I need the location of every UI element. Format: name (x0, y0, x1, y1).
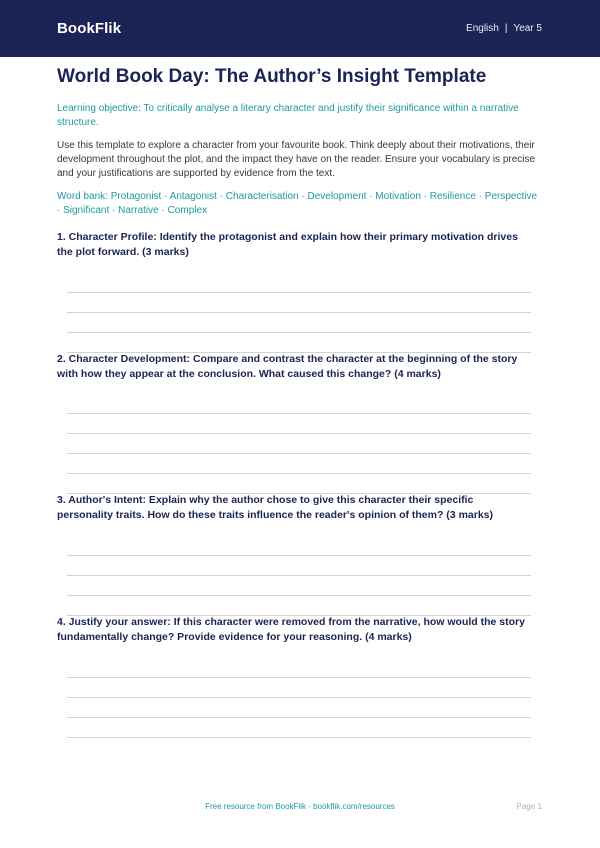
learning-objective: Learning objective: To critically analyse a literary character and justify their significance within a narrative structure. (57, 103, 519, 128)
question-1: 1. Character Profile: Identify the protagonist and explain how their primary motivation drives the plot forward. (3 marks) (57, 231, 518, 258)
question-4: 4. Justify your answer: If this character were removed from the narrative, how would the story fundamentally change? Provide evidence for your reasoning. (4 marks) (57, 616, 525, 643)
answer-line[interactable] (67, 453, 531, 454)
header-bar (0, 0, 600, 57)
answer-line[interactable] (67, 575, 531, 576)
question-3: 3. Author's Intent: Explain why the author chose to give this character their specific personality traits. How do these traits influence the reader's opinion of them? (3 marks) (57, 494, 494, 521)
page-title: World Book Day: The Author’s Insight Template (57, 66, 487, 87)
answer-line[interactable] (67, 292, 531, 293)
subject-label: English (466, 23, 499, 34)
answer-line[interactable] (67, 413, 531, 414)
answer-line[interactable] (67, 737, 531, 738)
page-number: Page 1 (516, 802, 542, 811)
answer-line[interactable] (67, 555, 531, 556)
instructions-text: Use this template to explore a character from your favourite book. Think deeply about their motivations, their development throughout the plot, and the impact they have on the reader. Ensure your vocabulary is precise and your justifications are supported by evidence from the text. (57, 140, 536, 179)
meta-separator: | (504, 23, 508, 34)
year-label: Year 5 (513, 23, 542, 34)
intro-section (57, 66, 543, 218)
brand-logo: BookFlik (57, 20, 122, 37)
answer-line[interactable] (67, 717, 531, 718)
question-2: 2. Character Development: Compare and contrast the character at the beginning of the story with how they appear at the conclusion. What caused this change? (4 marks) (57, 353, 518, 380)
answer-line[interactable] (67, 595, 531, 596)
answer-line[interactable] (67, 433, 531, 434)
header-meta (466, 23, 542, 34)
footer-source-link[interactable]: Free resource from BookFlik · bookflik.com/resources (205, 802, 395, 811)
answer-line[interactable] (67, 312, 531, 313)
answer-line[interactable] (67, 473, 531, 474)
answer-line[interactable] (67, 697, 531, 698)
word-bank: Word bank: Protagonist · Antagonist · Characterisation · Development · Motivation · Resilience · Perspective · Significant · Narrative · Complex (57, 191, 538, 216)
answer-line[interactable] (67, 677, 531, 678)
answer-line[interactable] (67, 332, 531, 333)
